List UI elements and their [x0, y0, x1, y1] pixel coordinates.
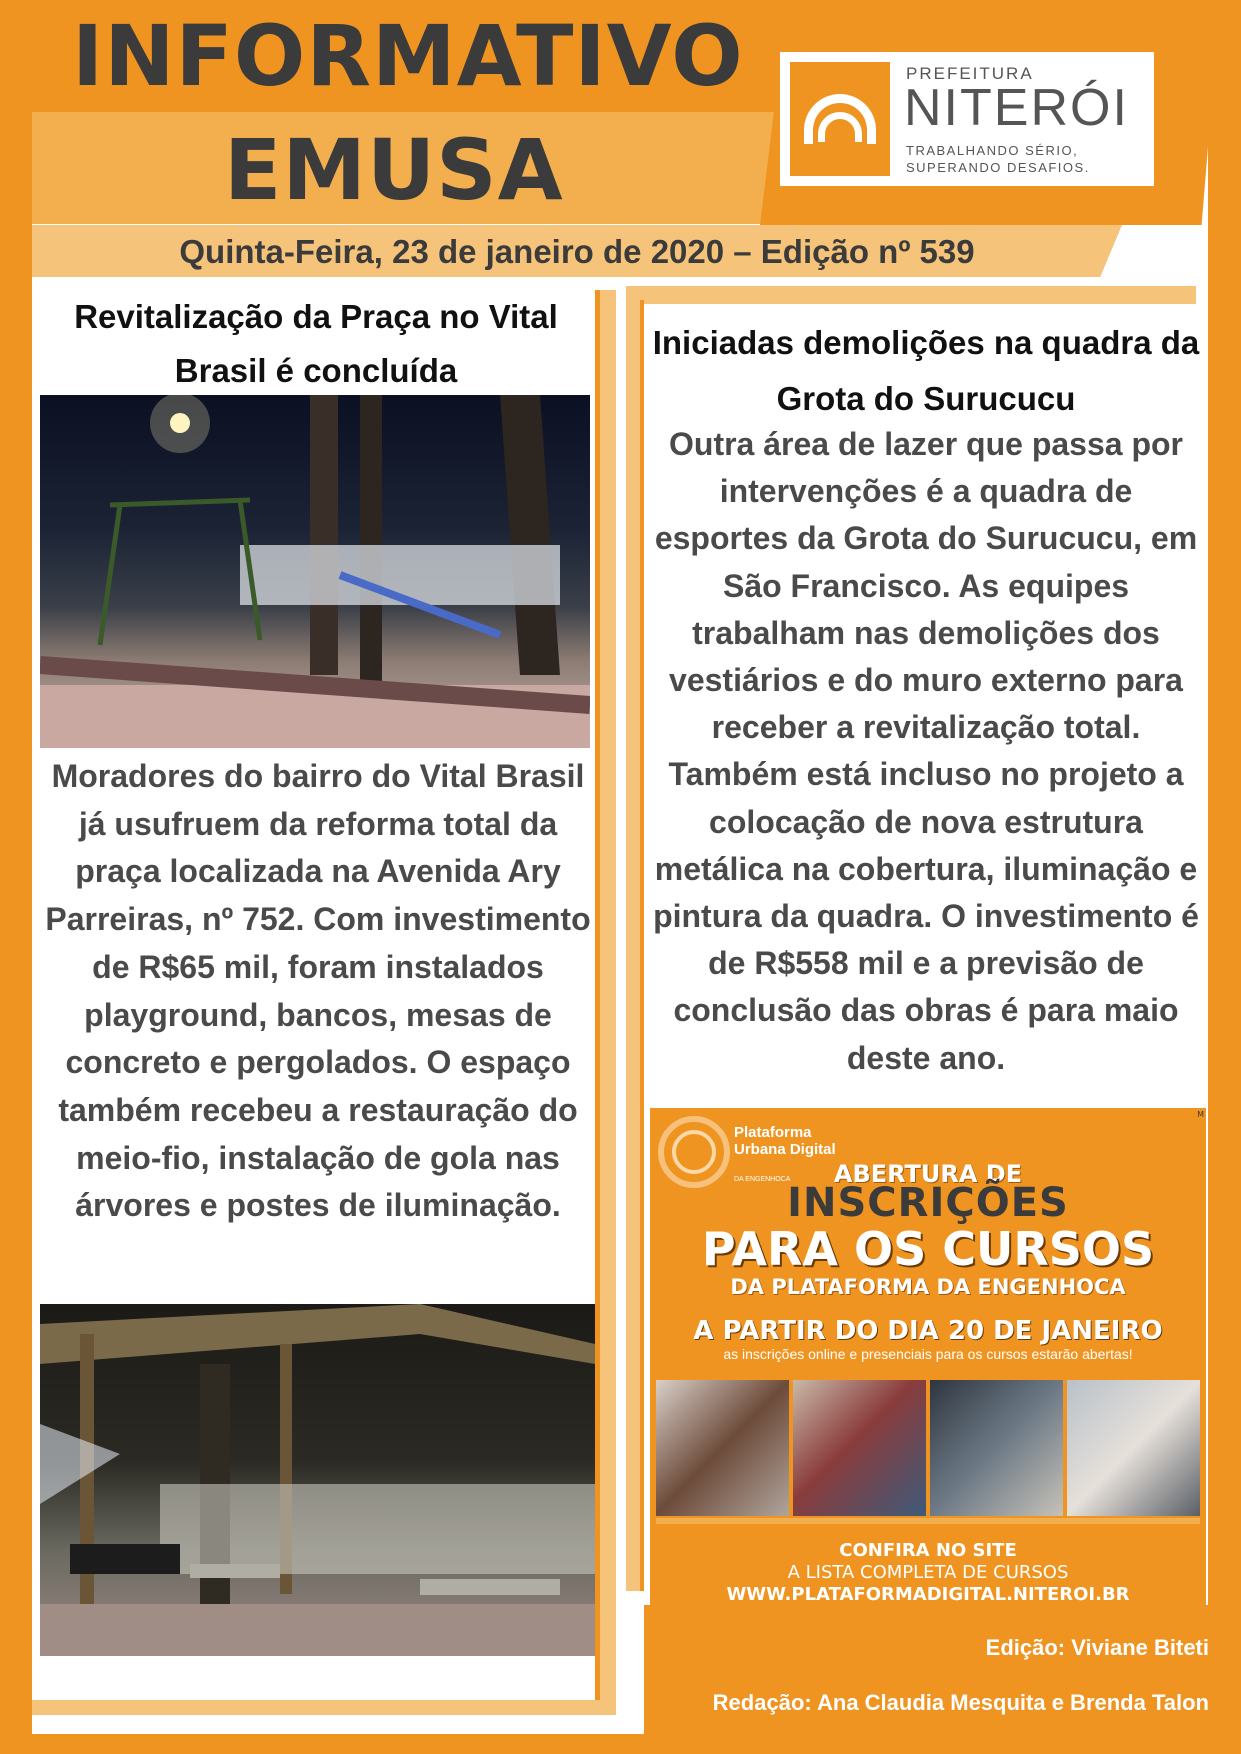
- left-column-frame-edge: [595, 290, 600, 1700]
- ad-line-inscricoes: INSCRIÇÕES: [787, 1180, 1069, 1226]
- ad-photo-kids-robotics: [793, 1380, 926, 1516]
- logo-prefeitura-text: PREFEITURA: [906, 64, 1034, 83]
- ad-website: WWW.PLATAFORMADIGITAL.NITEROI.BR: [726, 1584, 1130, 1605]
- dateline: Quinta-Feira, 23 de janeiro de 2020 – Edição nº 539: [179, 233, 975, 270]
- ad-brand-subtitle: DA ENGENHOCA: [734, 1176, 791, 1183]
- writing-credit: Redação: Ana Claudia Mesquita e Brenda Talon: [712, 1690, 1209, 1715]
- newsletter-title-line2: EMUSA: [224, 121, 564, 219]
- playground-scene-image: [40, 395, 590, 748]
- pergola-night-photo: [40, 1304, 595, 1656]
- left-article-headline: Revitalização da Praça no Vital Brasil é concluída: [74, 298, 558, 389]
- ad-cta-line2: A LISTA COMPLETA DE CURSOS: [787, 1562, 1069, 1583]
- niteroi-logo-icon: [790, 62, 890, 176]
- ad-line-cursos: PARA OS CURSOS: [701, 1222, 1155, 1276]
- pergola-scene-image: [40, 1304, 595, 1656]
- right-column-frame-edge: [640, 300, 644, 1591]
- ad-brand-name: Plataforma Urbana Digital: [734, 1124, 836, 1158]
- ad-line-date: A PARTIR DO DIA 20 DE JANEIRO: [693, 1316, 1163, 1346]
- courses-advertisement: [650, 1108, 1206, 1612]
- logo-city-name: NITERÓI: [904, 79, 1129, 137]
- left-column-frame: [598, 290, 616, 1715]
- right-article-headline: Iniciadas demolições na quadra da Grota do Surucucu: [652, 324, 1200, 417]
- ad-corner-mark: M: [1197, 1110, 1204, 1119]
- ad-line-abertura: ABERTURA DE: [833, 1160, 1023, 1188]
- prefeitura-logo: [780, 52, 1154, 186]
- newsletter-title-line1: INFORMATIVO: [72, 7, 744, 105]
- ad-photo-classroom: [930, 1380, 1063, 1516]
- ad-cta-line1: CONFIRA NO SITE: [839, 1540, 1017, 1561]
- right-article-body: Outra área de lazer que passa por intervenções é a quadra de esportes da Grota do Surucucu, em São Francisco. As equipes trabalham nas demolições dos vestiários e do muro externo para receber a revitalização total. Também está incluso no projeto a colocação de nova estrutura metálica na cobertura, iluminação e pintura da quadra. O investimento é de R$558 mil e a previsão de conclusão das obras é para maio deste ano.: [653, 426, 1199, 1076]
- right-column-frame-top: [626, 286, 1196, 304]
- ad-photo-strip: [656, 1380, 1200, 1516]
- logo-slogan: TRABALHANDO SÉRIO, SUPERANDO DESAFIOS.: [906, 143, 1090, 175]
- left-column-frame-bottom: [32, 1700, 616, 1715]
- edition-credit: Edição: Viviane Biteti: [985, 1635, 1209, 1660]
- left-article-body: Moradores do bairro do Vital Brasil já usufruem da reforma total da praça localizada na Avenida Ary Parreiras, nº 752. Com investimento de R$65 mil, foram instalados playground, bancos, mesas de concreto e pergolados. O espaço também recebeu a restauração do meio-fio, instalação de gola nas árvores e postes de iluminação.: [45, 758, 591, 1224]
- ad-photo-students-laptop: [656, 1380, 789, 1516]
- playground-night-photo: [40, 395, 590, 748]
- ad-line-plataforma: DA PLATAFORMA DA ENGENHOCA: [730, 1275, 1126, 1299]
- ad-photo-seniors-computer: [1067, 1380, 1200, 1516]
- ad-line-note: as inscrições online e presenciais para os cursos estarão abertas!: [723, 1346, 1133, 1362]
- ad-divider: [656, 1518, 1200, 1524]
